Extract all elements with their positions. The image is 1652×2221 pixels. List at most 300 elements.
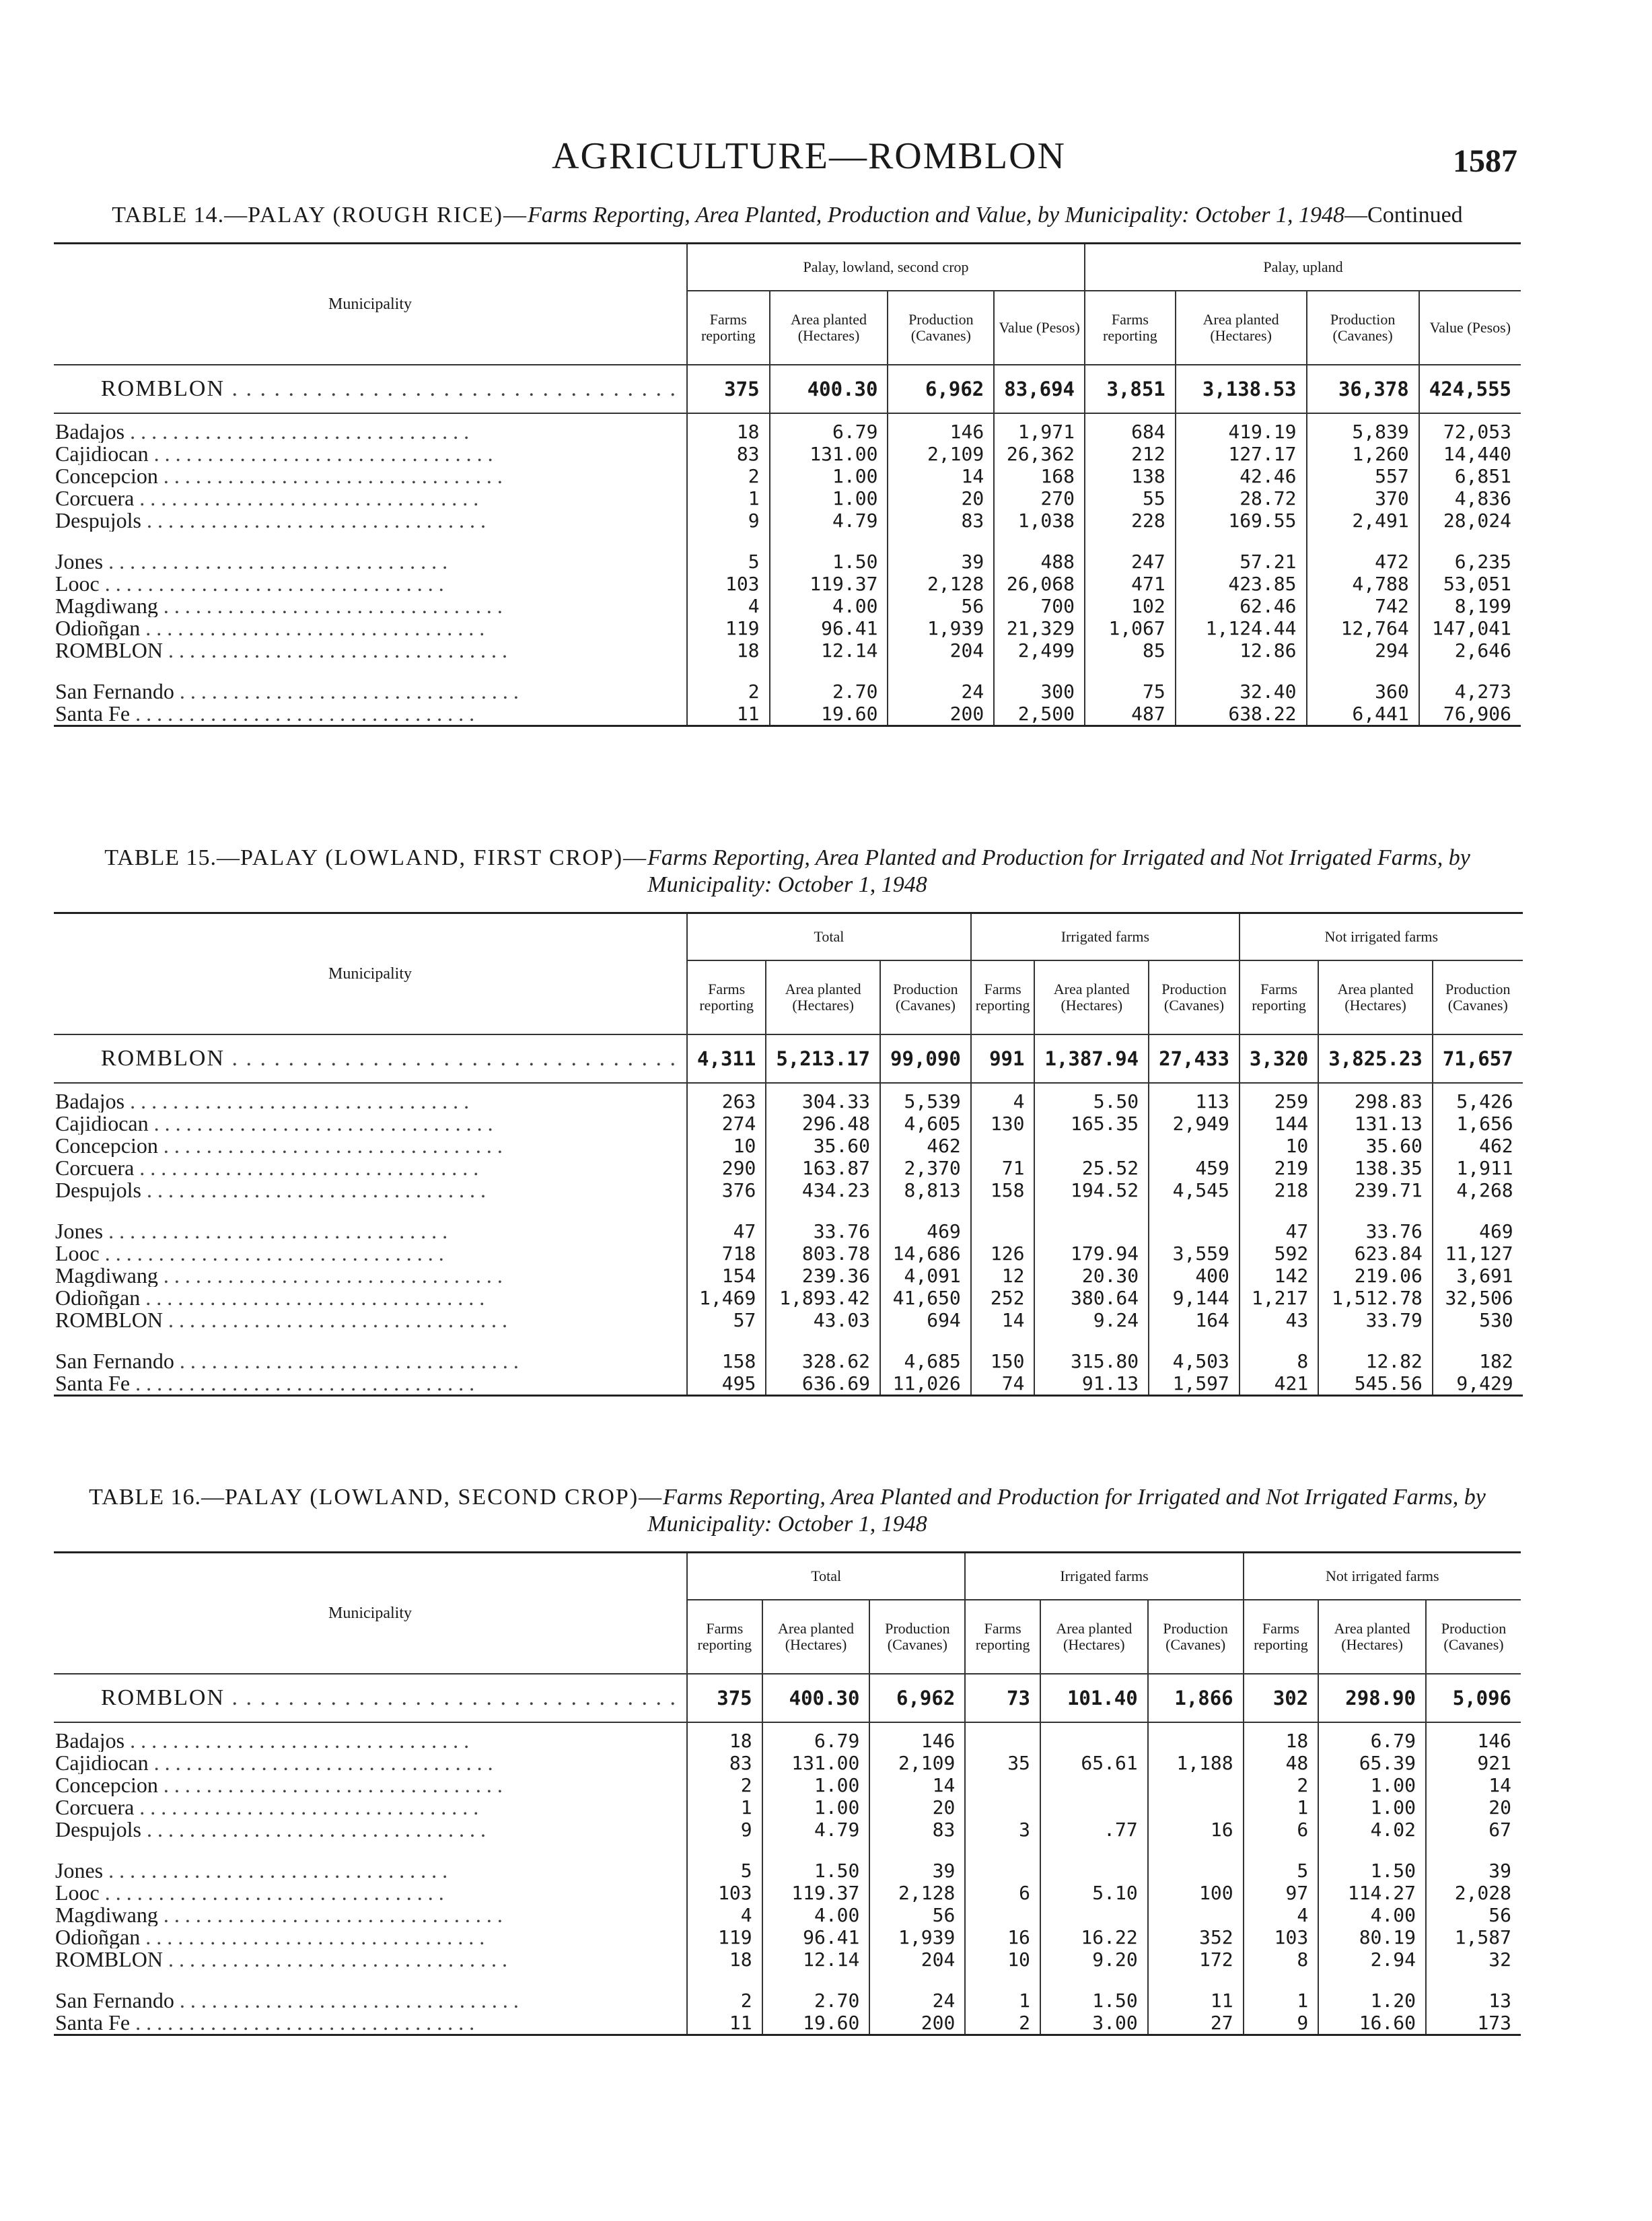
table-15-grid (54, 912, 1523, 1397)
table-row (54, 1722, 1521, 1752)
data-cell: 4,268 (1433, 1179, 1523, 1201)
data-cell: 9.20 (1040, 1948, 1148, 1971)
data-cell (1040, 1904, 1148, 1926)
data-cell: 1,067 (1085, 617, 1176, 639)
data-cell: 421 (1240, 1372, 1318, 1396)
spacer-cell (869, 1841, 965, 1860)
column-header: Area planted (Hectares) (1318, 1600, 1426, 1674)
data-cell: 1.00 (770, 465, 888, 487)
data-cell: 684 (1085, 413, 1176, 443)
data-cell: 16 (1148, 1819, 1244, 1841)
data-cell: 33.79 (1318, 1309, 1433, 1331)
data-cell: 2 (687, 465, 770, 487)
data-cell: 83 (869, 1819, 965, 1841)
data-cell: 4.00 (770, 595, 888, 617)
data-cell: 119.37 (770, 573, 888, 595)
data-cell: 434.23 (766, 1179, 880, 1201)
spacer-cell (687, 532, 770, 551)
data-cell: 4.02 (1318, 1819, 1426, 1841)
data-cell: 200 (888, 703, 994, 726)
column-header: Area planted (Hectares) (1318, 960, 1433, 1034)
group-spacer (54, 1331, 1523, 1350)
data-cell: 5 (687, 551, 770, 573)
data-cell: 20.30 (1034, 1265, 1149, 1287)
spacer-cell (971, 1331, 1035, 1350)
municipality-name: Jones . . . (54, 1220, 687, 1242)
data-cell: 3,691 (1433, 1265, 1523, 1287)
spacer-cell (1433, 1331, 1523, 1350)
data-cell: 3,559 (1149, 1242, 1240, 1265)
data-cell: 80.19 (1318, 1926, 1426, 1948)
data-cell: 147,041 (1419, 617, 1521, 639)
municipality-name: Cajidiocan . . . (54, 1752, 687, 1774)
data-cell: 164 (1149, 1309, 1240, 1331)
group-header: Not irrigated farms (1244, 1553, 1521, 1600)
column-header: Production (Cavanes) (1433, 960, 1523, 1034)
spacer-cell (1419, 662, 1521, 680)
table-row (54, 2012, 1521, 2035)
data-cell: 9 (687, 509, 770, 532)
data-cell: 419.19 (1176, 413, 1307, 443)
table-16-subject: PALAY (LOWLAND, SECOND CROP)— (224, 1485, 663, 1510)
data-cell: 67 (1426, 1819, 1521, 1841)
total-value: 424,555 (1419, 365, 1521, 413)
data-cell: 5,539 (880, 1083, 971, 1113)
data-cell: 270 (994, 487, 1085, 509)
data-cell: 102 (1085, 595, 1176, 617)
data-cell: 158 (971, 1179, 1035, 1201)
data-cell: 35 (965, 1752, 1040, 1774)
data-cell: 636.69 (766, 1372, 880, 1396)
municipality-name: Corcuera . . . (54, 1157, 687, 1179)
data-cell: 4,273 (1419, 680, 1521, 703)
data-cell: 5.50 (1034, 1083, 1149, 1113)
total-value: 5,096 (1426, 1674, 1521, 1722)
municipality-name: Corcuera . . . (54, 1796, 687, 1819)
data-cell: 5 (1244, 1860, 1319, 1882)
data-cell: 1.50 (762, 1860, 870, 1882)
spacer-cell (1318, 1841, 1426, 1860)
column-header: Farms reporting (1085, 291, 1176, 365)
column-header: Production (Cavanes) (1426, 1600, 1521, 1674)
data-cell: 9,144 (1149, 1287, 1240, 1309)
spacer-cell (1034, 1201, 1149, 1220)
data-cell: 218 (1240, 1179, 1318, 1201)
data-cell: 4 (971, 1083, 1035, 1113)
data-cell: 228 (1085, 509, 1176, 532)
total-value: 400.30 (762, 1674, 870, 1722)
table-row (54, 509, 1521, 532)
data-cell: 6,851 (1419, 465, 1521, 487)
data-cell: 103 (1244, 1926, 1319, 1948)
table-row (54, 443, 1521, 465)
municipality-name: ROMBLON . . . (54, 1948, 687, 1971)
data-cell: 2 (965, 2012, 1040, 2035)
data-cell: 5,839 (1307, 413, 1419, 443)
data-cell: 1,597 (1149, 1372, 1240, 1396)
municipality-name: Despujols . . . (54, 509, 687, 532)
data-cell: 138 (1085, 465, 1176, 487)
spacer-cell (687, 662, 770, 680)
spacer-cell (994, 532, 1085, 551)
data-cell: 2,500 (994, 703, 1085, 726)
data-cell: 41,650 (880, 1287, 971, 1309)
data-cell: 173 (1426, 2012, 1521, 2035)
data-cell: 103 (687, 573, 770, 595)
data-cell: 718 (687, 1242, 766, 1265)
data-cell (1034, 1220, 1149, 1242)
spacer-cell (54, 532, 687, 551)
table-row (54, 1083, 1523, 1113)
data-cell: 2,646 (1419, 639, 1521, 662)
data-cell (1148, 1774, 1244, 1796)
data-cell: 9.24 (1034, 1309, 1149, 1331)
spacer-cell (888, 662, 994, 680)
municipality-header: Municipality (54, 1553, 687, 1674)
column-header: Production (Cavanes) (1148, 1600, 1244, 1674)
data-cell: 2 (687, 1774, 762, 1796)
spacer-cell (1040, 1841, 1148, 1860)
group-header: Irrigated farms (965, 1553, 1243, 1600)
table-row (54, 1904, 1521, 1926)
total-value: 101.40 (1040, 1674, 1148, 1722)
data-cell: 1 (1244, 1989, 1319, 2012)
data-cell: 4.00 (762, 1904, 870, 1926)
municipality-name: Santa Fe . . . (54, 2012, 687, 2035)
data-cell: 43.03 (766, 1309, 880, 1331)
data-cell: 5 (687, 1860, 762, 1882)
data-cell: 14 (1426, 1774, 1521, 1796)
data-cell: 119 (687, 1926, 762, 1948)
data-cell (1148, 1860, 1244, 1882)
data-cell: 11 (1148, 1989, 1244, 2012)
spacer-cell (54, 1201, 687, 1220)
data-cell: 1,260 (1307, 443, 1419, 465)
data-cell: 74 (971, 1372, 1035, 1396)
data-cell: 8 (1244, 1948, 1319, 1971)
data-cell: 32,506 (1433, 1287, 1523, 1309)
municipality-name: Badajos . . . (54, 1083, 687, 1113)
data-cell: 4,545 (1149, 1179, 1240, 1201)
spacer-cell (687, 1841, 762, 1860)
table-row (54, 1350, 1523, 1372)
municipality-name: Badajos . . . (54, 413, 687, 443)
column-header: Production (Cavanes) (1149, 960, 1240, 1034)
spacer-cell (1318, 1971, 1426, 1989)
data-cell: 1.20 (1318, 1989, 1426, 2012)
table-row (54, 595, 1521, 617)
total-value: 302 (1244, 1674, 1319, 1722)
data-cell: 24 (869, 1989, 965, 2012)
data-cell: 469 (880, 1220, 971, 1242)
data-cell: 6.79 (762, 1722, 870, 1752)
column-header: Farms reporting (1244, 1600, 1319, 1674)
spacer-cell (965, 1841, 1040, 1860)
data-cell: 4 (687, 595, 770, 617)
data-cell: 26,362 (994, 443, 1085, 465)
municipality-name: ROMBLON . . . (54, 639, 687, 662)
data-cell: 16.60 (1318, 2012, 1426, 2035)
municipality-name: Looc . . . (54, 573, 687, 595)
data-cell (1040, 1860, 1148, 1882)
data-cell: 1,939 (888, 617, 994, 639)
data-cell: 14,686 (880, 1242, 971, 1265)
municipality-name: Looc . . . (54, 1882, 687, 1904)
total-value: 73 (965, 1674, 1040, 1722)
spacer-cell (1318, 1331, 1433, 1350)
data-cell: 315.80 (1034, 1350, 1149, 1372)
table-row (54, 1774, 1521, 1796)
column-header: Area planted (Hectares) (762, 1600, 870, 1674)
municipality-name: Looc . . . (54, 1242, 687, 1265)
data-cell: 6.79 (1318, 1722, 1426, 1752)
table-15-description: Farms Reporting, Area Planted and Production for Irrigated and Not Irrigated Farms, by Municipality: October 1, 1948 (647, 845, 1470, 897)
spacer-cell (1148, 1841, 1244, 1860)
table-16-caption (54, 1484, 1521, 1538)
data-cell: 296.48 (766, 1113, 880, 1135)
table-14-description: Farms Reporting, Area Planted, Production and Value, by Municipality: October 1, 1948 (527, 203, 1345, 227)
total-value: 6,962 (869, 1674, 965, 1722)
data-cell: 300 (994, 680, 1085, 703)
table-row (54, 1796, 1521, 1819)
spacer-cell (1240, 1201, 1318, 1220)
spacer-cell (687, 1331, 766, 1350)
data-cell: 6 (965, 1882, 1040, 1904)
total-value: 3,825.23 (1318, 1034, 1433, 1083)
data-cell: 328.62 (766, 1350, 880, 1372)
data-cell (1149, 1220, 1240, 1242)
table-14-label: TABLE 14.— (112, 203, 248, 227)
data-cell: 2 (1244, 1774, 1319, 1796)
data-cell: 6.79 (770, 413, 888, 443)
data-cell: 803.78 (766, 1242, 880, 1265)
data-cell: 1,911 (1433, 1157, 1523, 1179)
data-cell: 113 (1149, 1083, 1240, 1113)
data-cell: 158 (687, 1350, 766, 1372)
data-cell: 239.36 (766, 1265, 880, 1287)
data-cell: 27 (1148, 2012, 1244, 2035)
data-cell: 6,235 (1419, 551, 1521, 573)
spacer-cell (54, 1971, 687, 1989)
total-row (54, 1674, 1521, 1722)
data-cell (1034, 1135, 1149, 1157)
group-spacer (54, 1841, 1521, 1860)
data-cell: 1.00 (1318, 1796, 1426, 1819)
total-value: 298.90 (1318, 1674, 1426, 1722)
table-15-label: TABLE 15.— (104, 845, 241, 870)
data-cell: 8 (1240, 1350, 1318, 1372)
data-cell: 495 (687, 1372, 766, 1396)
data-cell: 14 (869, 1774, 965, 1796)
group-spacer (54, 662, 1521, 680)
column-header: Production (Cavanes) (1307, 291, 1419, 365)
spacer-cell (1176, 662, 1307, 680)
spacer-cell (1318, 1201, 1433, 1220)
table-14 (54, 202, 1521, 727)
data-cell: 1.50 (770, 551, 888, 573)
data-cell: 142 (1240, 1265, 1318, 1287)
data-cell: 56 (1426, 1904, 1521, 1926)
data-cell: 1 (1244, 1796, 1319, 1819)
table-16-description: Farms Reporting, Area Planted and Production for Irrigated and Not Irrigated Farms, by Municipality: October 1, 1948 (647, 1485, 1486, 1537)
data-cell: 2 (687, 1989, 762, 2012)
spacer-cell (54, 662, 687, 680)
spacer-cell (994, 662, 1085, 680)
spacer-cell (687, 1971, 762, 1989)
data-cell: 97 (1244, 1882, 1319, 1904)
data-cell: 16 (965, 1926, 1040, 1948)
data-cell: 16.22 (1040, 1926, 1148, 1948)
group-header: Irrigated farms (971, 913, 1240, 961)
spacer-cell (766, 1201, 880, 1220)
data-cell: 20 (869, 1796, 965, 1819)
spacer-cell (971, 1201, 1035, 1220)
table-16-grid (54, 1551, 1521, 2036)
data-cell: 2,109 (888, 443, 994, 465)
municipality-name: Despujols . . . (54, 1819, 687, 1841)
page-header (0, 128, 1652, 188)
group-header: Not irrigated farms (1240, 913, 1523, 961)
data-cell: 1,217 (1240, 1287, 1318, 1309)
spacer-cell (1149, 1331, 1240, 1350)
data-cell: 48 (1244, 1752, 1319, 1774)
data-cell: 100 (1148, 1882, 1244, 1904)
data-cell: 545.56 (1318, 1372, 1433, 1396)
data-cell: 1,587 (1426, 1926, 1521, 1948)
data-cell: 65.61 (1040, 1752, 1148, 1774)
spacer-cell (1244, 1971, 1319, 1989)
spacer-cell (1426, 1971, 1521, 1989)
data-cell: 96.41 (770, 617, 888, 639)
table-row (54, 1287, 1523, 1309)
spacer-cell (762, 1841, 870, 1860)
data-cell: 83 (687, 443, 770, 465)
data-cell: 172 (1148, 1948, 1244, 1971)
data-cell: 47 (1240, 1220, 1318, 1242)
data-cell: 1,469 (687, 1287, 766, 1309)
municipality-name: Despujols . . . (54, 1179, 687, 1201)
data-cell: 39 (869, 1860, 965, 1882)
data-cell (1040, 1722, 1148, 1752)
table-15 (54, 845, 1521, 1397)
data-cell: 4.00 (1318, 1904, 1426, 1926)
data-cell (971, 1220, 1035, 1242)
municipality-name: Cajidiocan . . . (54, 443, 687, 465)
data-cell: 4.79 (770, 509, 888, 532)
group-spacer (54, 532, 1521, 551)
data-cell: 126 (971, 1242, 1035, 1265)
data-cell (965, 1904, 1040, 1926)
data-cell: 1,124.44 (1176, 617, 1307, 639)
data-cell: 5.10 (1040, 1882, 1148, 1904)
data-cell: 179.94 (1034, 1242, 1149, 1265)
table-row (54, 1882, 1521, 1904)
data-cell: 14,440 (1419, 443, 1521, 465)
municipality-name: Jones . . . (54, 551, 687, 573)
data-cell: 20 (1426, 1796, 1521, 1819)
table-row (54, 1819, 1521, 1841)
municipality-name: Santa Fe . . . (54, 1372, 687, 1396)
table-row (54, 1113, 1523, 1135)
data-cell: 11 (687, 2012, 762, 2035)
data-cell: 1,188 (1148, 1752, 1244, 1774)
data-cell: 10 (965, 1948, 1040, 1971)
data-cell: 294 (1307, 639, 1419, 662)
table-row (54, 551, 1521, 573)
data-cell: 20 (888, 487, 994, 509)
data-cell: 423.85 (1176, 573, 1307, 595)
table-row (54, 1372, 1523, 1396)
data-cell: 62.46 (1176, 595, 1307, 617)
group-spacer (54, 1971, 1521, 1989)
data-cell: 8,199 (1419, 595, 1521, 617)
total-value: 99,090 (880, 1034, 971, 1083)
table-row (54, 1220, 1523, 1242)
data-cell: 1,512.78 (1318, 1287, 1433, 1309)
table-15-caption (54, 845, 1521, 898)
data-cell: 57.21 (1176, 551, 1307, 573)
data-cell: 252 (971, 1287, 1035, 1309)
data-cell: 3 (965, 1819, 1040, 1841)
data-cell: 130 (971, 1113, 1035, 1135)
column-header: Area planted (Hectares) (770, 291, 888, 365)
data-cell (1040, 1774, 1148, 1796)
data-cell: 1 (965, 1989, 1040, 2012)
data-cell: 2,491 (1307, 509, 1419, 532)
data-cell: 1.00 (770, 487, 888, 509)
data-cell: 2,949 (1149, 1113, 1240, 1135)
table-14-suffix: —Continued (1344, 203, 1463, 227)
data-cell: 11,127 (1433, 1242, 1523, 1265)
data-cell: 25.52 (1034, 1157, 1149, 1179)
data-cell: 131.00 (770, 443, 888, 465)
data-cell: 742 (1307, 595, 1419, 617)
table-15-subject: PALAY (LOWLAND, FIRST CROP)— (240, 845, 648, 870)
spacer-cell (1085, 532, 1176, 551)
group-header: Palay, lowland, second crop (687, 244, 1085, 291)
table-row (54, 1179, 1523, 1201)
data-cell: 28.72 (1176, 487, 1307, 509)
data-cell: 55 (1085, 487, 1176, 509)
data-cell: 5,426 (1433, 1083, 1523, 1113)
data-cell: 9 (1244, 2012, 1319, 2035)
data-cell: 39 (1426, 1860, 1521, 1882)
data-cell: 53,051 (1419, 573, 1521, 595)
municipality-name: Concepcion . . . (54, 1774, 687, 1796)
spacer-cell (880, 1201, 971, 1220)
table-row (54, 1860, 1521, 1882)
data-cell: 462 (1433, 1135, 1523, 1157)
data-cell: 194.52 (1034, 1179, 1149, 1201)
data-cell: 247 (1085, 551, 1176, 573)
column-header: Area planted (Hectares) (1034, 960, 1149, 1034)
data-cell (971, 1135, 1035, 1157)
total-value: 3,138.53 (1176, 365, 1307, 413)
group-spacer (54, 1201, 1523, 1220)
municipality-name: Concepcion . . . (54, 1135, 687, 1157)
data-cell: 11 (687, 703, 770, 726)
data-cell: 83 (687, 1752, 762, 1774)
data-cell: 85 (1085, 639, 1176, 662)
data-cell: 1.50 (1318, 1860, 1426, 1882)
data-cell: 4,788 (1307, 573, 1419, 595)
data-cell: 138.35 (1318, 1157, 1433, 1179)
spacer-cell (1176, 532, 1307, 551)
data-cell: 146 (1426, 1722, 1521, 1752)
data-cell: 42.46 (1176, 465, 1307, 487)
spacer-cell (770, 662, 888, 680)
data-cell: 32 (1426, 1948, 1521, 1971)
